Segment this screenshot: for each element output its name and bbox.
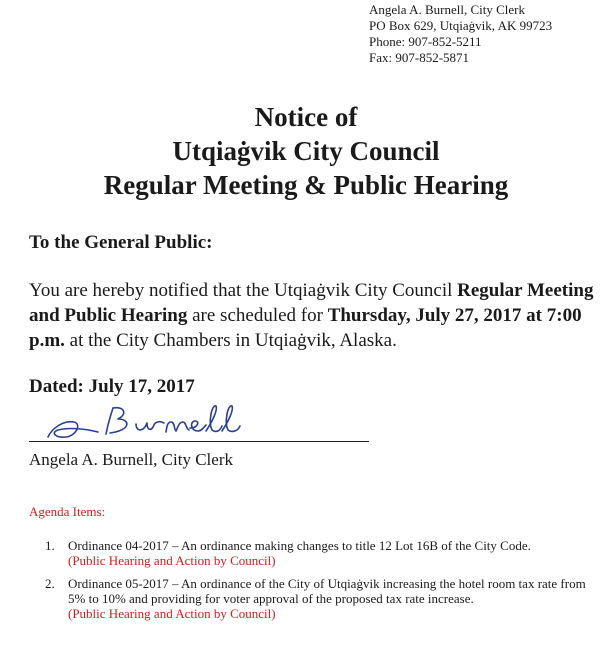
salutation: To the General Public: xyxy=(29,232,213,253)
title-line-2: Utqiaġvik City Council xyxy=(172,136,440,166)
agenda-item xyxy=(45,538,595,568)
notice-bold-meeting: Regular Meeting and Public Hearing xyxy=(29,280,594,326)
po-box-address: PO Box 629, Utqiaġvik, AK 99723 xyxy=(369,18,553,33)
signature-line xyxy=(29,441,369,442)
agenda-item xyxy=(45,576,595,621)
fax-number: Fax: 907-852-5871 xyxy=(369,50,470,65)
agenda-item-note: (Public Hearing and Action by Council) xyxy=(68,553,276,568)
notice-title xyxy=(0,100,612,202)
handwritten-signature xyxy=(40,400,250,445)
title-line-1: Notice of xyxy=(254,102,358,132)
agenda-item-number: 2. xyxy=(45,576,55,591)
phone-number: Phone: 907-852-5211 xyxy=(369,34,482,49)
agenda-item-note: (Public Hearing and Action by Council) xyxy=(68,606,276,621)
notice-text-3: at the City Chambers in Utqiaġvik, Alaska. xyxy=(64,330,397,351)
contact-block xyxy=(369,2,552,66)
title-line-3: Regular Meeting & Public Hearing xyxy=(103,170,509,200)
agenda-item-text: Ordinance 05-2017 – An ordinance of the City of Utqiaġvik increasing the hotel room tax rate from 5% to 10% and providing for voter approval of the proposed tax rate increase. xyxy=(68,576,586,606)
agenda-list xyxy=(45,538,595,629)
dated-line: Dated: July 17, 2017 xyxy=(29,376,195,397)
notice-text-1: You are hereby notified that the Utqiaġvik City Council xyxy=(29,280,458,301)
agenda-item-number: 1. xyxy=(45,538,55,553)
notice-bold-datetime: Thursday, July 27, 2017 at 7:00 p.m. xyxy=(29,305,582,351)
clerk-name: Angela A. Burnell, City Clerk xyxy=(369,2,525,17)
agenda-heading: Agenda Items: xyxy=(29,504,106,519)
signer-name: Angela A. Burnell, City Clerk xyxy=(29,450,233,469)
notice-paragraph xyxy=(29,278,594,353)
agenda-item-text: Ordinance 04-2017 – An ordinance making changes to title 12 Lot 16B of the City Code. xyxy=(68,538,531,553)
notice-text-2: are scheduled for xyxy=(187,305,328,326)
